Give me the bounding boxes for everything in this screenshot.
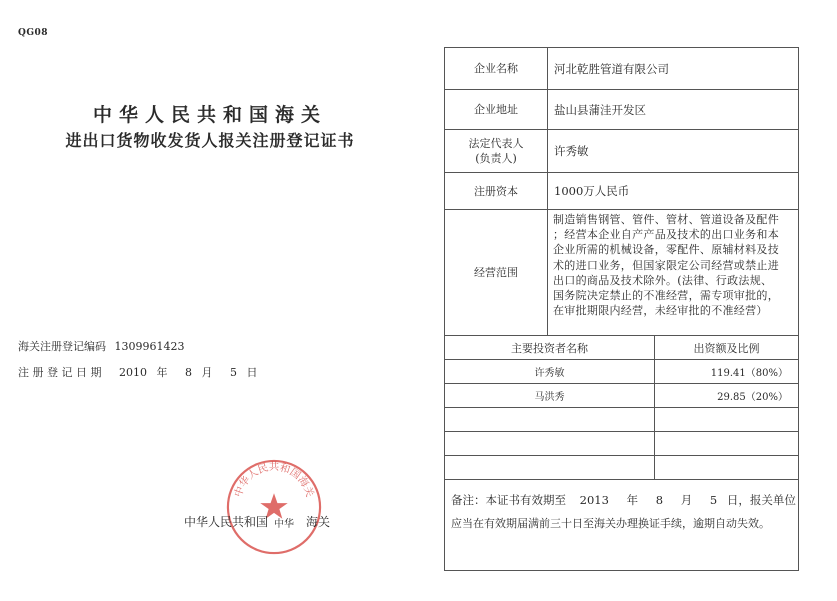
business-scope-line: 术的进口业务，但国家限定公司经营或禁止进: [553, 258, 779, 272]
investor-name: [445, 432, 655, 456]
business-scope-value: [548, 210, 799, 336]
investor-name: 马洪秀: [445, 384, 655, 408]
registration-code-row: [18, 338, 185, 354]
business-scope-line: 在审批期限内经营，未经审批的不准经营）: [553, 304, 768, 318]
business-scope-row: [445, 210, 799, 336]
note-year-unit: 年: [626, 493, 639, 507]
certificate-title-line2: 进出口货物收发货人报关注册登记证书: [65, 131, 355, 150]
form-code: QG08: [18, 28, 49, 38]
certificate-detail-table: [444, 47, 799, 571]
investor-amount: 29.85（20%）: [655, 384, 799, 408]
investor-row: [445, 384, 799, 408]
capital-value: 1000万人民币: [548, 173, 799, 210]
investor-amount: [655, 408, 799, 432]
note-month-unit: 月: [680, 493, 693, 507]
investor-name-header: 主要投资者名称: [445, 336, 655, 360]
address-label: 企业地址: [445, 90, 548, 130]
legal-rep-label: [445, 130, 548, 173]
registration-code-label: 海关注册登记编码: [18, 340, 106, 353]
registration-month-unit: 月: [201, 366, 213, 379]
company-name-row: [445, 48, 799, 90]
legal-rep-row: [445, 130, 799, 173]
company-name-label: 企业名称: [445, 48, 548, 90]
registration-year: 2010: [118, 366, 147, 379]
registration-year-unit: 年: [156, 366, 168, 379]
registration-date-row: [18, 364, 257, 380]
capital-label: 注册资本: [445, 173, 548, 210]
note-line-1: [451, 488, 794, 512]
business-scope-line: 国务院决定禁止的不准经营，需专项审批的，: [553, 289, 779, 303]
investor-name: [445, 408, 655, 432]
business-scope-line: 制造销售钢管、管件、管材、管道设备及配件: [553, 213, 779, 226]
note-suffix: 日，报关单位: [726, 493, 796, 507]
legal-rep-value: 许秀敏: [548, 130, 799, 173]
investor-row: [445, 432, 799, 456]
capital-row: [445, 173, 799, 210]
investor-amount: [655, 456, 799, 480]
issuer-customs: 海关: [306, 515, 331, 529]
investment-amount-header: 出资额及比例: [655, 336, 799, 360]
address-row: [445, 90, 799, 130]
company-name-value: 河北乾胜管道有限公司: [548, 48, 799, 90]
investors-header-row: [445, 336, 799, 360]
investor-name: 许秀敏: [445, 360, 655, 384]
investor-row: [445, 408, 799, 432]
seal-text: 中华人民共和国海关: [232, 461, 316, 499]
registration-day-unit: 日: [246, 366, 258, 379]
issuer-middle: 中华: [274, 519, 294, 530]
note-line-2: 应当在有效期届满前三十日至海关办理换证手续，逾期自动失效。: [451, 517, 770, 530]
legal-rep-label-line1: 法定代表人: [468, 137, 524, 150]
address-value: 盐山县蒲洼开发区: [548, 90, 799, 130]
investor-name: [445, 456, 655, 480]
investor-amount: 119.41（80%）: [655, 360, 799, 384]
note-day: 5: [709, 493, 718, 507]
certificate-title-line1: 中华人民共和国海关: [92, 104, 327, 126]
customs-seal: [225, 458, 323, 556]
registration-code-value: 1309961423: [114, 340, 185, 353]
business-scope-line: ；经营本企业自产产品及技术的出口业务和本: [553, 228, 779, 242]
investor-row: [445, 360, 799, 384]
note-month: 8: [655, 493, 664, 507]
note-year: 2013: [579, 493, 609, 507]
note-prefix: 备注：本证书有效期至: [451, 493, 566, 507]
business-scope-line: 企业所需的机械设备，零配件、原辅材料及技: [553, 243, 779, 257]
investor-row: [445, 456, 799, 480]
investor-amount: [655, 432, 799, 456]
validity-note: [445, 480, 799, 571]
registration-date-label: 注 册 登 记 日 期: [18, 366, 102, 379]
registration-day: 5: [229, 366, 237, 379]
issuer-name: 中华人民共和国: [184, 515, 269, 529]
legal-rep-label-line2: (负责人): [475, 152, 517, 165]
business-scope-label: 经营范围: [445, 210, 548, 336]
business-scope-line: 出口的商品及技术除外。(法律、行政法规、: [553, 273, 773, 287]
note-row: [445, 480, 799, 571]
registration-month: 8: [184, 366, 192, 379]
